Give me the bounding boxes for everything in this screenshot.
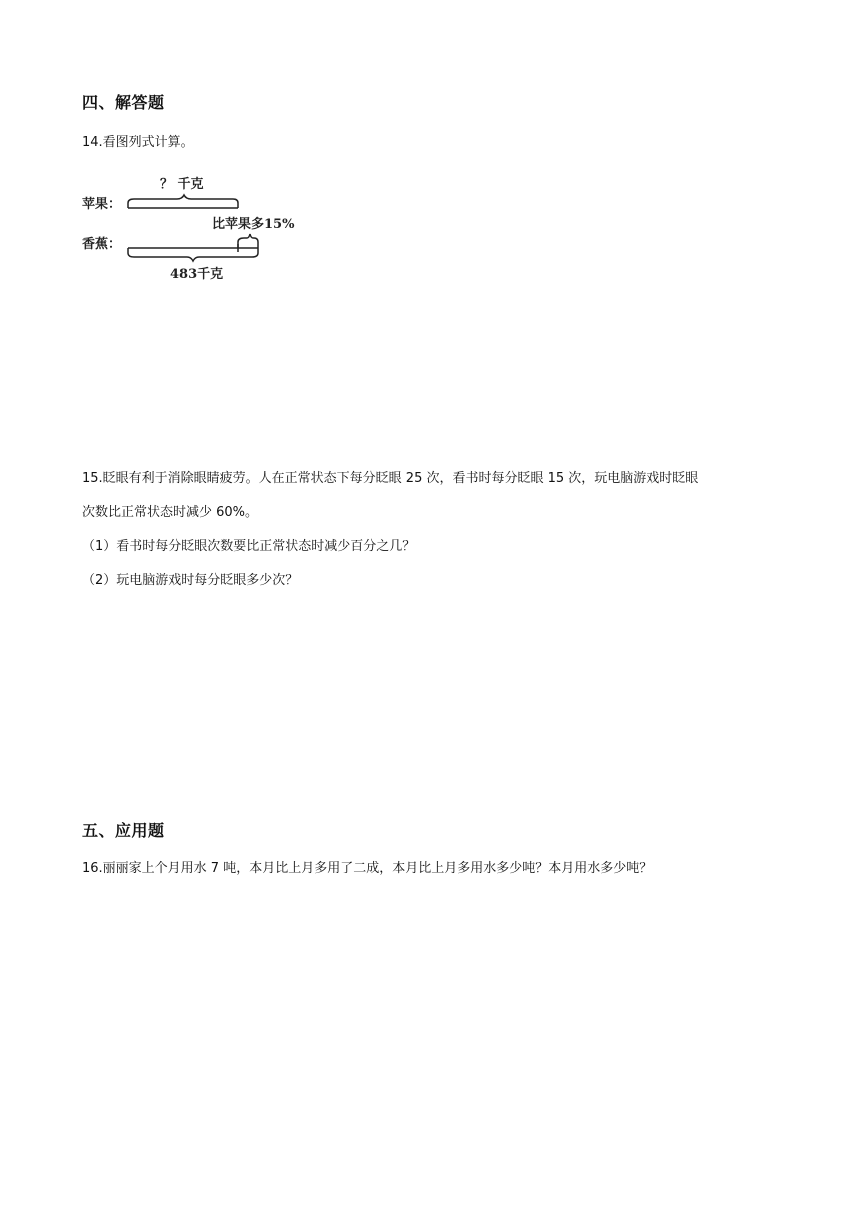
question-15-line2: 次数比正常状态时减少 60%。 [82, 505, 259, 520]
apple-brace-label: ？ 千克 [160, 177, 204, 192]
diff-label: 比苹果多15% [212, 217, 295, 232]
section-title-answer: 四、解答题 [82, 93, 165, 112]
section-title-application: 五、应用题 [82, 821, 165, 840]
banana-total-label: 483千克 [170, 267, 224, 282]
diff-brace [238, 234, 258, 248]
banana-label: 香蕉： [82, 237, 122, 252]
question-15-sub2: （2）玩电脑游戏时每分眨眼多少次？ [82, 573, 299, 588]
apple-top-brace [128, 195, 238, 208]
question-15-sub1: （1）看书时每分眨眼次数要比正常状态时减少百分之几？ [82, 539, 416, 554]
question-14: 14.看图列式计算。 [82, 135, 194, 150]
question-16: 16.丽丽家上个月用水 7 吨，本月比上月多用了二成，本月比上月多用水多少吨？本月用水多少吨？ [82, 861, 653, 876]
apple-banana-diagram [80, 168, 312, 284]
question-15-line1: 15.眨眼有利于消除眼睛疲劳。人在正常状态下每分眨眼 25 次，看书时每分眨眼 15 次，玩电脑游戏时眨眼 [82, 471, 699, 486]
apple-label: 苹果： [82, 197, 122, 212]
